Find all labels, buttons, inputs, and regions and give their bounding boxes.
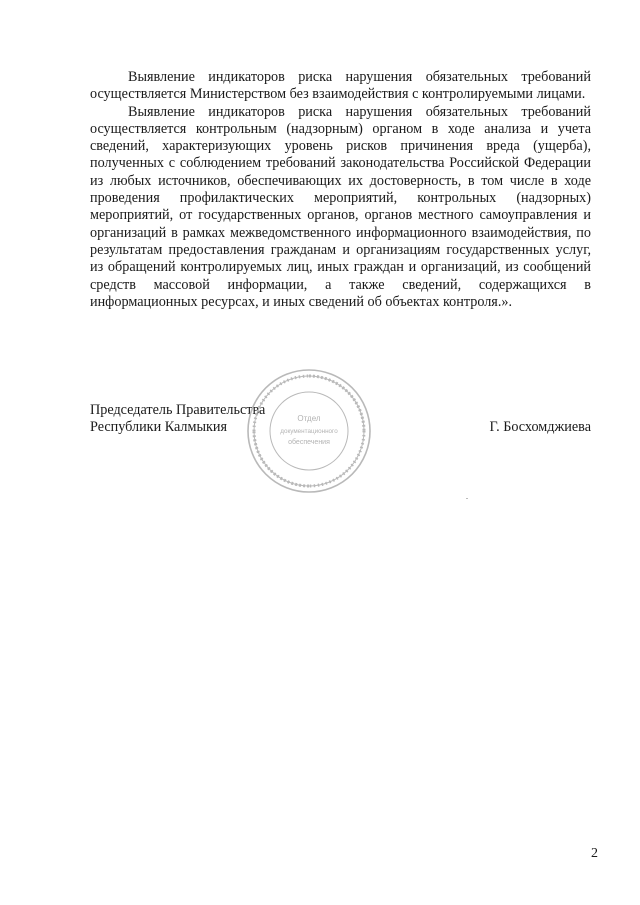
scan-speck	[466, 498, 468, 499]
signatory-name: Г. Босхомджиева	[489, 419, 591, 435]
official-stamp	[245, 367, 373, 495]
signatory-title-line-2: Республики Калмыкия	[90, 419, 228, 436]
signatory-title-line-1: Председатель Правительства	[90, 402, 266, 418]
stamp-text-line-1: Отдел	[297, 414, 321, 423]
paragraph-2: Выявление индикаторов риска нарушения обязательных требований осуществляется контрольным (надзорным) органом в ходе анализа и учета сведений, характеризующих уровень рисков причинения вреда (ущерба), полученных с соблюдением требований законодательства Российской Федерации из любых источников, обеспечивающих их достоверность, в том числе в ходе проведения профилактических мероприятий, контрольных (надзорных) мероприятий, от государственных органов, органов местного самоуправления и организаций в рамках межведомственного информационного взаимодействия, по результатам предоставления гражданам и организациям государственных услуг, из обращений контролируемых лиц, иных граждан и организаций, из сообщений средств массовой информации, а также сведений, содержащихся в информационных ресурсах, и иных сведений об объектах контроля.».	[90, 103, 591, 310]
stamp-text-line-2: документационного	[280, 428, 338, 435]
body-text	[90, 69, 591, 311]
paragraph-1: Выявление индикаторов риска нарушения обязательных требований осуществляется Министерством без взаимодействия с контролируемыми лицами.	[90, 69, 591, 103]
page-number: 2	[591, 846, 598, 861]
stamp-text-line-3: обеспечения	[288, 439, 330, 446]
